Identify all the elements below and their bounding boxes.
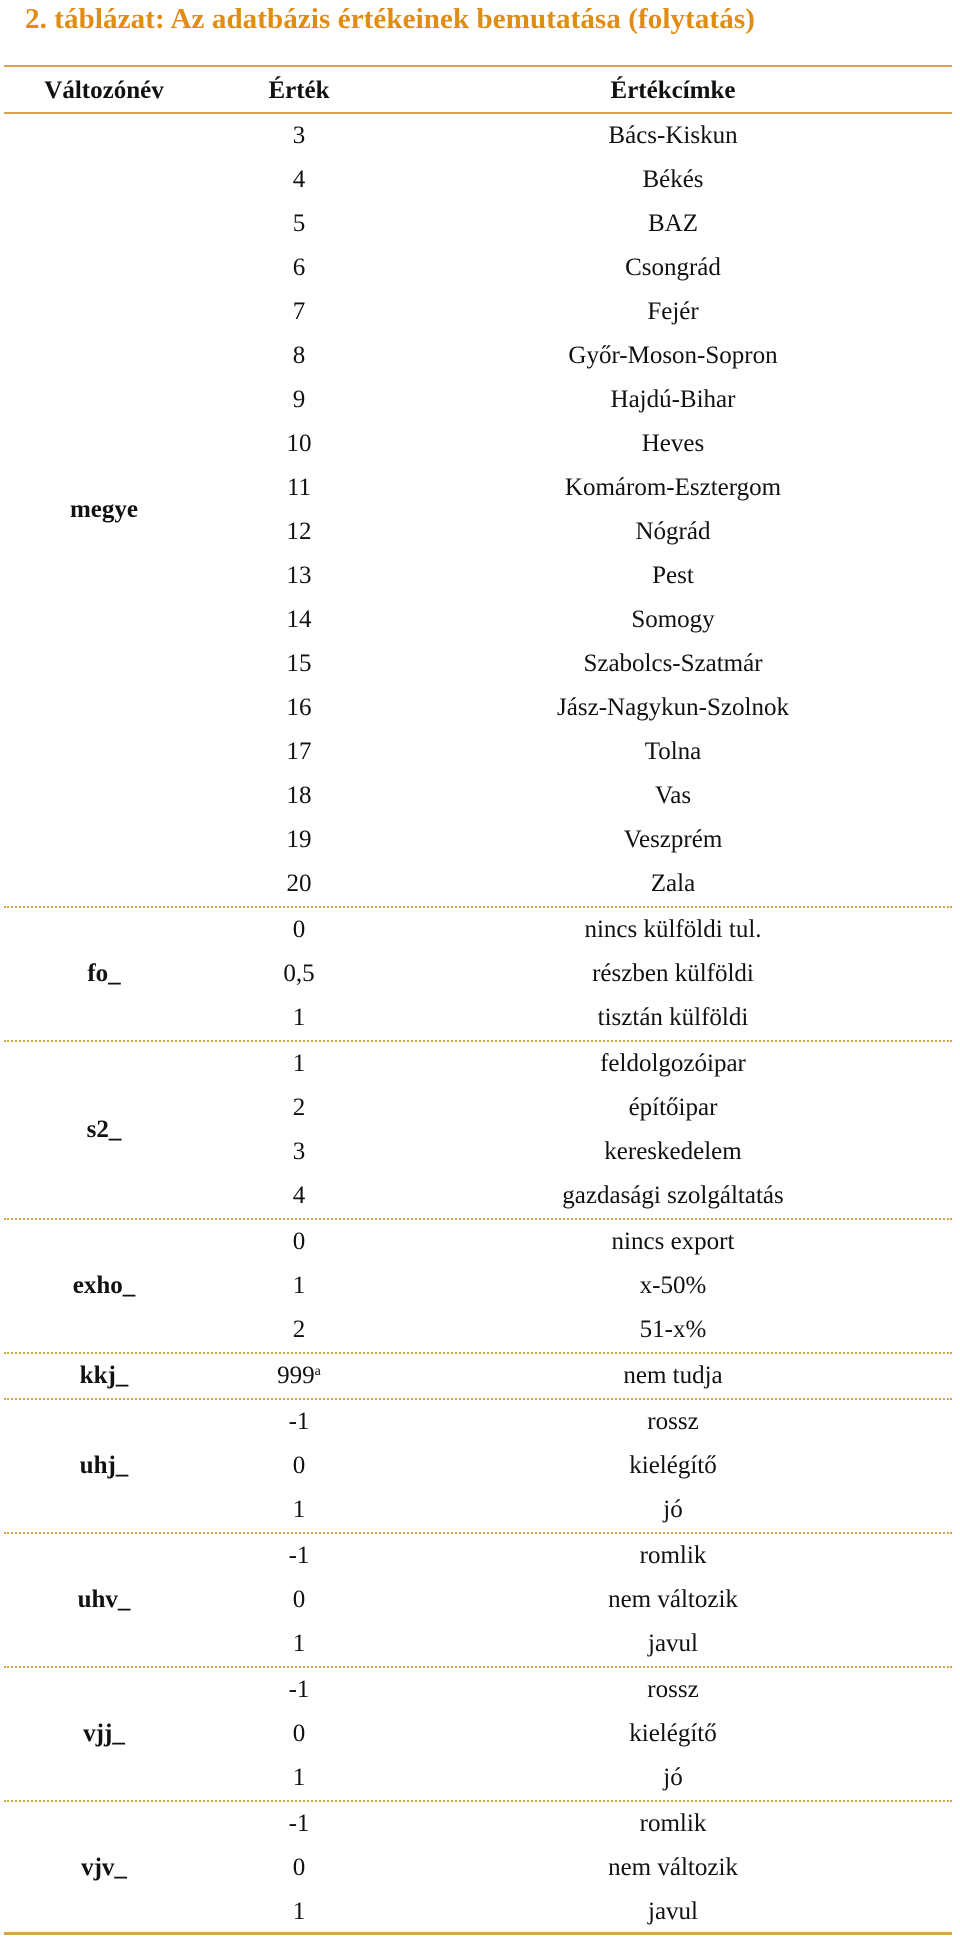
value-cell [224, 1042, 374, 1086]
table-row [4, 1622, 952, 1666]
footnote-marker: a [314, 1364, 321, 1379]
value-cell [224, 818, 374, 862]
table-row [4, 598, 952, 642]
value-text: 0 [292, 916, 306, 943]
value-text: 11 [286, 474, 312, 501]
table-row [4, 114, 952, 158]
value-text: 0,5 [283, 960, 315, 987]
value-text: 9 [292, 386, 306, 413]
value-text: 4 [292, 166, 306, 193]
value-text: -1 [288, 1676, 310, 1703]
value-label-cell: Veszprém [623, 826, 723, 853]
variable-name: vjv_ [81, 1854, 127, 1881]
table-row [4, 908, 952, 952]
value-label-cell: Vas [654, 782, 692, 809]
value-text: 0 [292, 1228, 306, 1255]
value-cell [224, 1086, 374, 1130]
value-text: 10 [286, 430, 312, 457]
variable-group [4, 1800, 952, 1934]
value-text: -1 [288, 1408, 310, 1435]
value-cell [224, 862, 374, 906]
value-label-cell: Csongrád [625, 254, 721, 281]
value-label-cell: nem változik [608, 1854, 738, 1881]
value-text: 1 [292, 1630, 306, 1657]
value-cell [224, 1802, 374, 1846]
table-row [4, 1802, 952, 1846]
table-row [4, 1308, 952, 1352]
value-text: 3 [292, 122, 306, 149]
table-row [4, 1534, 952, 1578]
table-top-rule [4, 65, 952, 67]
value-cell [224, 908, 374, 952]
value-label-cell: Pest [652, 562, 694, 589]
value-cell [224, 1534, 374, 1578]
value-text: 4 [292, 1182, 306, 1209]
value-label-cell: nem változik [608, 1586, 738, 1613]
value-cell [224, 1220, 374, 1264]
table-row [4, 246, 952, 290]
value-text: -1 [288, 1810, 310, 1837]
table-row [4, 1578, 952, 1622]
variable-group [4, 1352, 952, 1398]
value-text: 17 [286, 738, 312, 765]
value-cell [224, 334, 374, 378]
value-text: 12 [286, 518, 312, 545]
value-cell [224, 1130, 374, 1174]
value-label-cell: Szabolcs-Szatmár [583, 650, 763, 677]
value-text: 0 [292, 1452, 306, 1479]
value-text: 5 [292, 210, 306, 237]
value-label-cell: részben külföldi [592, 960, 754, 987]
table-row [4, 334, 952, 378]
table-bottom-rule [4, 1932, 952, 1935]
value-label-cell: javul [648, 1898, 698, 1925]
value-cell [224, 686, 374, 730]
table-row [4, 1756, 952, 1800]
table-row [4, 422, 952, 466]
value-cell [224, 1846, 374, 1890]
variable-group [4, 1532, 952, 1666]
table-row [4, 818, 952, 862]
table-row [4, 1264, 952, 1308]
value-label-cell: x-50% [639, 1272, 707, 1299]
table-row [4, 1488, 952, 1532]
table-row [4, 1400, 952, 1444]
value-cell [224, 422, 374, 466]
table-row [4, 1444, 952, 1488]
value-text: 2 [292, 1316, 306, 1343]
value-cell [224, 774, 374, 818]
table-row [4, 466, 952, 510]
table-row [4, 1354, 952, 1398]
value-cell [224, 1668, 374, 1712]
value-text: 1 [292, 1050, 306, 1077]
value-cell [224, 466, 374, 510]
table-row [4, 378, 952, 422]
value-label-cell: Békés [642, 166, 704, 193]
value-label-cell: Fejér [647, 298, 699, 325]
value-text: 1 [292, 1764, 306, 1791]
value-text: -1 [288, 1542, 310, 1569]
value-label-cell: kielégítő [629, 1720, 717, 1747]
value-cell [224, 1756, 374, 1800]
value-cell [224, 510, 374, 554]
table-row [4, 862, 952, 906]
table-row [4, 952, 952, 996]
value-label-cell: építőipar [628, 1094, 718, 1121]
value-label-cell: romlik [639, 1542, 707, 1569]
value-label-cell: Zala [650, 870, 696, 897]
variable-name: exho_ [72, 1272, 136, 1299]
value-cell [224, 1308, 374, 1352]
value-label-cell: BAZ [648, 210, 698, 237]
value-text: 0 [292, 1586, 306, 1613]
value-cell [224, 1354, 374, 1398]
variable-group [4, 1666, 952, 1800]
value-label-cell: feldolgozóipar [600, 1050, 746, 1077]
value-cell [224, 202, 374, 246]
table-title: 2. táblázat: Az adatbázis értékeinek bemutatása (folytatás) [25, 3, 755, 35]
table-row [4, 642, 952, 686]
value-label-cell: jó [663, 1764, 683, 1791]
table-row [4, 1712, 952, 1756]
value-label-cell: romlik [639, 1810, 707, 1837]
value-text: 2 [292, 1094, 306, 1121]
variable-group [4, 906, 952, 1040]
table-row [4, 202, 952, 246]
value-text: 8 [292, 342, 306, 369]
value-label-cell: tisztán külföldi [597, 1004, 749, 1031]
value-label-cell: gazdasági szolgáltatás [562, 1182, 784, 1209]
value-label-cell: Jász-Nagykun-Szolnok [557, 694, 789, 721]
value-text: 7 [292, 298, 306, 325]
table-row [4, 1042, 952, 1086]
value-label-cell: jó [663, 1496, 683, 1523]
value-cell [224, 246, 374, 290]
value-cell [224, 554, 374, 598]
value-text: 20 [286, 870, 312, 897]
value-text: 0 [292, 1854, 306, 1881]
value-cell [224, 642, 374, 686]
value-cell [224, 1400, 374, 1444]
table-row [4, 996, 952, 1040]
value-label-cell: Somogy [631, 606, 715, 633]
value-cell [224, 996, 374, 1040]
table-row [4, 730, 952, 774]
column-header-variable-name: Változónév [44, 77, 164, 104]
table-row [4, 290, 952, 334]
value-label-cell: Komárom-Esztergom [564, 474, 782, 501]
value-text: 1 [292, 1272, 306, 1299]
value-cell [224, 730, 374, 774]
value-text: 18 [286, 782, 312, 809]
variable-name: kkj_ [79, 1362, 129, 1389]
value-label-cell: Hajdú-Bihar [610, 386, 736, 413]
variable-name: megye [69, 496, 139, 523]
variable-group [4, 1398, 952, 1532]
value-text: 0 [292, 1720, 306, 1747]
table-row [4, 1086, 952, 1130]
value-text: 3 [292, 1138, 306, 1165]
value-label-cell: javul [648, 1630, 698, 1657]
value-cell [224, 158, 374, 202]
value-cell [224, 1488, 374, 1532]
variable-group [4, 114, 952, 906]
variable-name: uhv_ [77, 1586, 131, 1613]
value-cell [224, 1622, 374, 1666]
value-cell [224, 114, 374, 158]
table-row [4, 158, 952, 202]
value-label-cell: rossz [647, 1676, 699, 1703]
value-cell [224, 1712, 374, 1756]
value-label-cell: Bács-Kiskun [608, 122, 738, 149]
value-label-cell: Nógrád [635, 518, 711, 545]
value-text: 1 [292, 1496, 306, 1523]
variable-group [4, 1218, 952, 1352]
variable-group [4, 1040, 952, 1218]
column-header-value: Érték [268, 77, 330, 104]
value-label-cell: kielégítő [629, 1452, 717, 1479]
table-row [4, 1846, 952, 1890]
table-row [4, 1130, 952, 1174]
value-text: 19 [286, 826, 312, 853]
value-label-cell: nincs export [611, 1228, 735, 1255]
value-cell [224, 1444, 374, 1488]
table-row [4, 1220, 952, 1264]
value-label-cell: nincs külföldi tul. [584, 916, 762, 943]
variable-name: s2_ [86, 1116, 122, 1143]
value-text: 1 [292, 1004, 306, 1031]
value-cell [224, 1264, 374, 1308]
value-text: 15 [286, 650, 312, 677]
table-row [4, 510, 952, 554]
variable-name: fo_ [87, 960, 121, 987]
value-text: 16 [286, 694, 312, 721]
value-text: 6 [292, 254, 306, 281]
value-label-cell: Heves [641, 430, 705, 457]
column-header-value-label: Értékcímke [610, 77, 736, 104]
value-label-cell: Tolna [644, 738, 702, 765]
value-cell [224, 952, 374, 996]
value-text: 13 [286, 562, 312, 589]
table-row [4, 686, 952, 730]
value-text: 14 [286, 606, 312, 633]
value-text: 999 [277, 1362, 315, 1389]
table-row [4, 1174, 952, 1218]
value-label-cell: Győr-Moson-Sopron [568, 342, 778, 369]
table-body [4, 114, 952, 1934]
value-cell [224, 1890, 374, 1934]
value-cell [224, 290, 374, 334]
value-cell [224, 1174, 374, 1218]
variable-name: uhj_ [79, 1452, 129, 1479]
value-label-cell: kereskedelem [604, 1138, 742, 1165]
table-row [4, 1890, 952, 1934]
table-row [4, 554, 952, 598]
value-cell [224, 598, 374, 642]
table-row [4, 774, 952, 818]
value-cell [224, 378, 374, 422]
value-label-cell: nem tudja [623, 1362, 723, 1389]
table-row [4, 1668, 952, 1712]
value-label-cell: rossz [647, 1408, 699, 1435]
variable-name: vjj_ [83, 1720, 125, 1747]
value-cell [224, 1578, 374, 1622]
value-text: 1 [292, 1898, 306, 1925]
value-label-cell: 51-x% [639, 1316, 707, 1343]
